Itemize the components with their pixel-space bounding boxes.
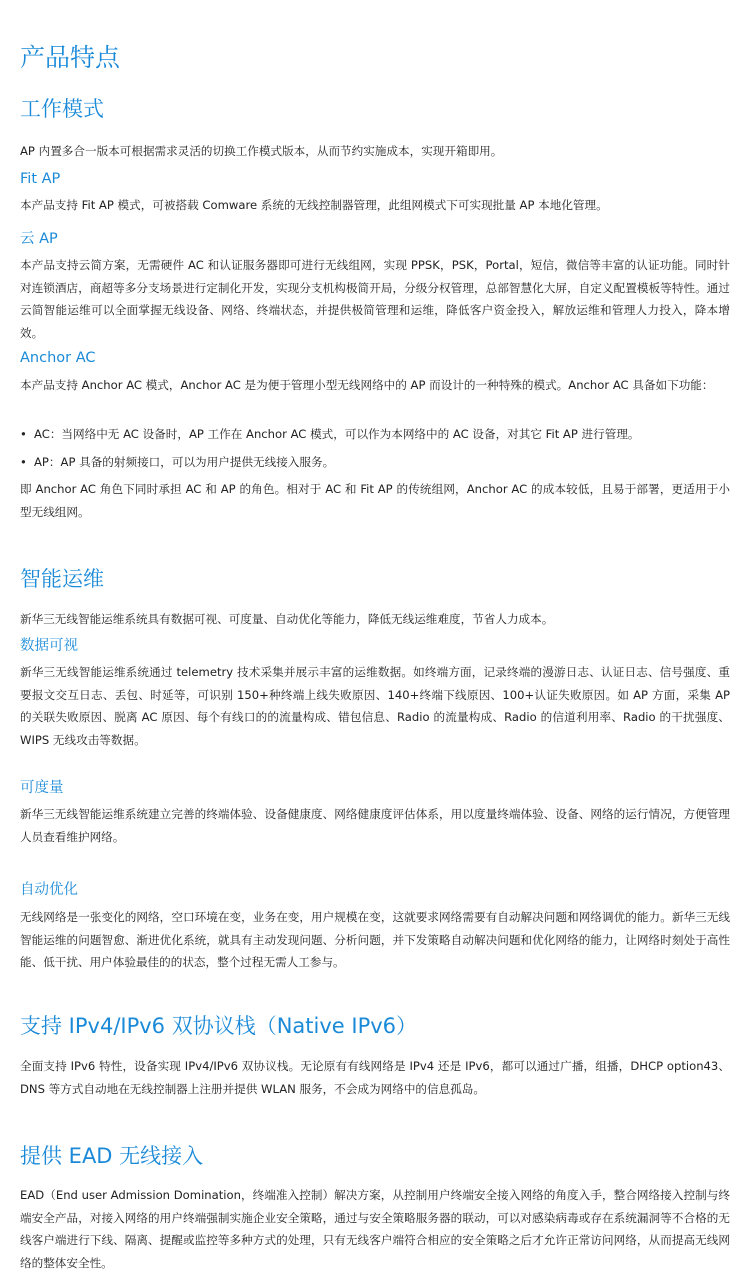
ead-text: EAD（End user Admission Domination，终端准入控制）解决方案，从控制用户终端安全接入网络的角度入手，整合网络接入控制与终端安全产品，对接入网络的用户终端强制实施企业安全策略，通过与安全策略服务器的联动，可以对感染病毒或存在系统漏洞等不合格的无线客户端进行下线、隔离、提醒或监控等多种方式的处理，只有无线客户端符合相应的安全策略之后才允许正常访问网络，从而提高无线网络的整体安全性。 — [20, 1188, 730, 1270]
cloud-ap-text: 本产品支持云简方案，无需硬件 AC 和认证服务器即可进行无线组网，实现 PPSK，PSK，Portal，短信，微信等丰富的认证功能。同时针对连锁酒店，商超等多分支场景进行定制化开发，实现分支机构极简开局，分级分权管理，总部智慧化大屏，自定义配置模板等特性。通过云简智能运维可以全面掌握无线设备、网络、终端状态，并提供极简管理和运维，降低客户资金投入，解放运维和管理人力投入，降本增效。 — [20, 258, 730, 340]
subheading-measurable: 可度量 — [20, 780, 64, 796]
page-title: 产品特点 — [20, 43, 121, 72]
section-heading-work-mode: 工作模式 — [20, 97, 104, 121]
smart-ops-intro: 新华三无线智能运维系统具有数据可视、可度量、自动优化等能力，降低无线运维难度，节省人力成本。 — [20, 612, 554, 626]
bullet-mark: • — [20, 455, 27, 469]
ipv6-text: 全面支持 IPv6 特性，设备实现 IPv4/IPv6 双协议栈。无论原有有线网络是 IPv4 还是 IPv6，都可以通过广播，组播，DHCP option43、DNS 等方式自动地在无线控制器上注册并提供 WLAN 服务，不会成为网络中的信息孤岛。 — [20, 1059, 730, 1096]
measurable-text: 新华三无线智能运维系统建立完善的终端体验、设备健康度、网络健康度评估体系，用以度量终端体验、设备、网络的运行情况，方便管理人员查看维护网络。 — [20, 807, 730, 844]
anchor-ac-bullet-item — [20, 423, 730, 445]
anchor-ac-bullet-text: AP：AP 具备的射频接口，可以为用户提供无线接入服务。 — [34, 455, 335, 469]
subheading-data-visible: 数据可视 — [20, 638, 78, 654]
subheading-fit-ap: Fit AP — [20, 171, 61, 187]
section-heading-ipv6: 支持 IPv4/IPv6 双协议栈（Native IPv6） — [20, 1014, 418, 1038]
anchor-ac-outro: 即 Anchor AC 角色下同时承担 AC 和 AP 的角色。相对于 AC 和 Fit AP 的传统组网，Anchor AC 的成本较低，且易于部署，更适用于小型无线组网。 — [20, 482, 730, 519]
section-heading-ead: 提供 EAD 无线接入 — [20, 1144, 204, 1168]
auto-opt-text: 无线网络是一张变化的网络，空口环境在变，业务在变，用户规模在变，这就要求网络需要有自动解决问题和网络调优的能力。新华三无线智能运维的问题智愈、渐进优化系统，就具有主动发现问题、分析问题，并下发策略自动解决问题和优化网络的能力，让网络时刻处于高性能、低干扰、用户体验最佳的的状态，整个过程无需人工参与。 — [20, 910, 730, 970]
anchor-ac-bullet-text: AC：当网络中无 AC 设备时，AP 工作在 Anchor AC 模式，可以作为本网络中的 AC 设备，对其它 Fit AP 进行管理。 — [34, 427, 640, 441]
fit-ap-text: 本产品支持 Fit AP 模式，可被搭载 Comware 系统的无线控制器管理，此组网模式下可实现批量 AP 本地化管理。 — [20, 198, 608, 212]
anchor-ac-text: 本产品支持 Anchor AC 模式，Anchor AC 是为便于管理小型无线网络中的 AP 而设计的一种特殊的模式。Anchor AC 具备如下功能： — [20, 378, 714, 392]
work-mode-intro: AP 内置多合一版本可根据需求灵活的切换工作模式版本，从而节约实施成本，实现开箱即用。 — [20, 144, 503, 158]
section-heading-smart-ops: 智能运维 — [20, 567, 104, 591]
subheading-cloud-ap: 云 AP — [20, 231, 58, 247]
data-visible-text: 新华三无线智能运维系统通过 telemetry 技术采集并展示丰富的运维数据。如终端方面，记录终端的漫游日志、认证日志、信号强度、重要报文交互日志、丢包、时延等，可识别 150+种终端上线失败原因、140+终端下线原因、100+认证失败原因。如 AP 方面，采集 AP 的关联失败原因、脱离 AC 原因、每个有线口的的流量构成、错包信息、Radio 的流量构成、Radio 的信道利用率、Radio 的干扰强度、WIPS 无线攻击等数据。 — [20, 665, 730, 747]
subheading-anchor-ac: Anchor AC — [20, 350, 96, 366]
subheading-auto-opt: 自动优化 — [20, 882, 78, 898]
bullet-mark: • — [20, 427, 27, 441]
anchor-ac-bullet-item — [20, 451, 730, 473]
